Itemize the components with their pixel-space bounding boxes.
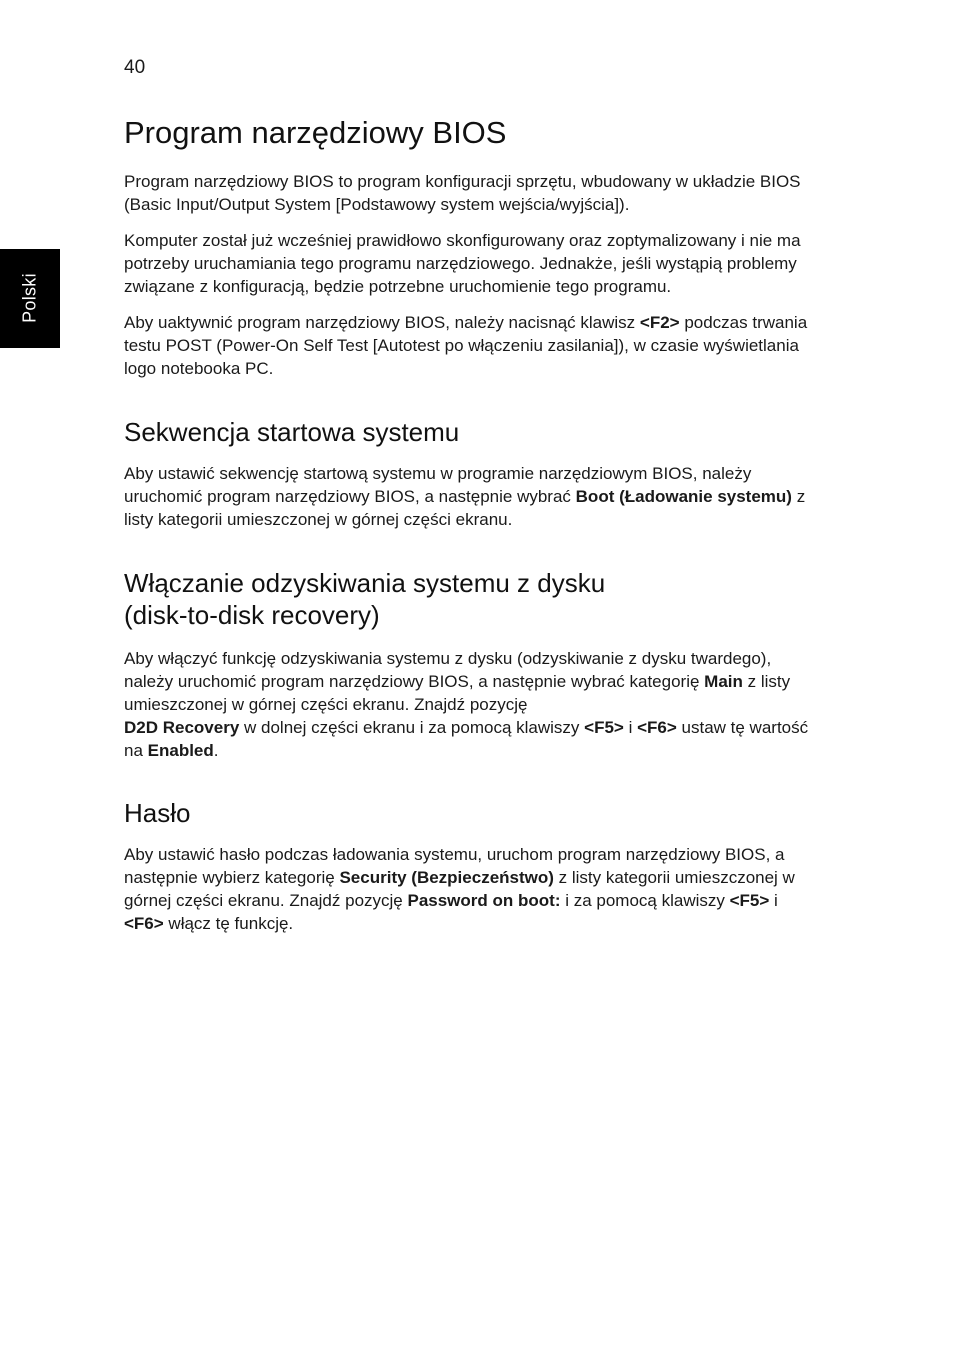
text-run: i [769,891,778,910]
section-title-line: (disk-to-disk recovery) [124,600,380,630]
text-run: Aby ustawić hasło podczas ładowania systemu, uruchom program narzędziowy BIOS, a następnie wybierz kategorię [124,845,785,887]
d2d-recovery-term: D2D Recovery [124,718,240,737]
text-run: ustaw tę wartość na [124,718,809,760]
text-run: podczas trwania testu POST (Power-On Self Test [Autotest po włączeniu zasilania]), w czasie wyświetlania logo notebooka PC. [124,313,808,378]
key-f6: <F6> [124,914,164,933]
enabled-term: Enabled [147,741,214,760]
text-run: włącz tę funkcję. [163,914,294,933]
text-run: z listy kategorii umieszczonej w górnej części ekranu. Znajdź pozycję [124,868,795,910]
key-f6: <F6> [637,718,677,737]
main-term: Main [704,672,743,691]
text-run: i [623,718,638,737]
boot-sequence-paragraph [124,462,814,531]
security-term: Security (Bezpieczeństwo) [339,868,554,887]
page-number: 40 [124,57,146,78]
text-run: Aby ustawić sekwencję startową systemu w programie narzędziowym BIOS, należy uruchomić program narzędziowy BIOS, a następnie wybrać [124,464,752,506]
text-run: z listy kategorii umieszczonej w górnej części ekranu. [124,487,806,529]
section-bios-utility [124,113,814,380]
key-f5: <F5> [584,718,624,737]
disk-recovery-paragraph [124,647,814,762]
boot-menu-term: Boot (Ładowanie systemu) [575,487,792,506]
section-title-line: Włączanie odzyskiwania systemu z dysku [124,568,606,598]
section-title: Hasło [124,798,191,828]
password-paragraph [124,843,814,935]
language-side-tab [0,249,60,348]
text-run: i za pomocą klawiszy [560,891,730,910]
section-disk-recovery [124,567,814,762]
text-run: Aby uaktywnić program narzędziowy BIOS, należy nacisnąć klawisz [124,313,640,332]
text-run: . [213,741,219,760]
section-password [124,797,814,935]
key-f2: <F2> [639,313,680,332]
page-title: Program narzędziowy BIOS [124,115,507,150]
text-run: z listy umieszczonej w górnej części ekranu. Znajdź pozycję [124,672,791,714]
section-title [124,567,814,631]
section-title: Sekwencja startowa systemu [124,417,460,447]
password-on-boot-term: Password on boot: [407,891,561,910]
page-content [124,113,814,948]
text-run: w dolnej części ekranu i za pomocą klawiszy [239,718,585,737]
bios-intro-paragraph: Program narzędziowy BIOS to program konfiguracji sprzętu, wbudowany w układzie BIOS (Basic Input/Output System [Podstawowy system wejścia/wyjścia]). [124,172,801,214]
language-side-tab-label: Polski [19,273,40,323]
text-run: Aby włączyć funkcję odzyskiwania systemu z dysku (odzyskiwanie z dysku twardego), należy uruchomić program narzędziowy BIOS, a następnie wybrać kategorię [124,649,772,691]
bios-configured-paragraph: Komputer został już wcześniej prawidłowo skonfigurowany oraz zoptymalizowany i nie ma potrzeby uruchamiania tego programu narzędziowego. Jednakże, jeśli wystąpią problemy związane z konfiguracją, będzie potrzebne uruchomienie tego programu. [124,231,801,296]
bios-activate-paragraph [124,311,814,380]
key-f5: <F5> [729,891,770,910]
section-boot-sequence [124,416,814,531]
